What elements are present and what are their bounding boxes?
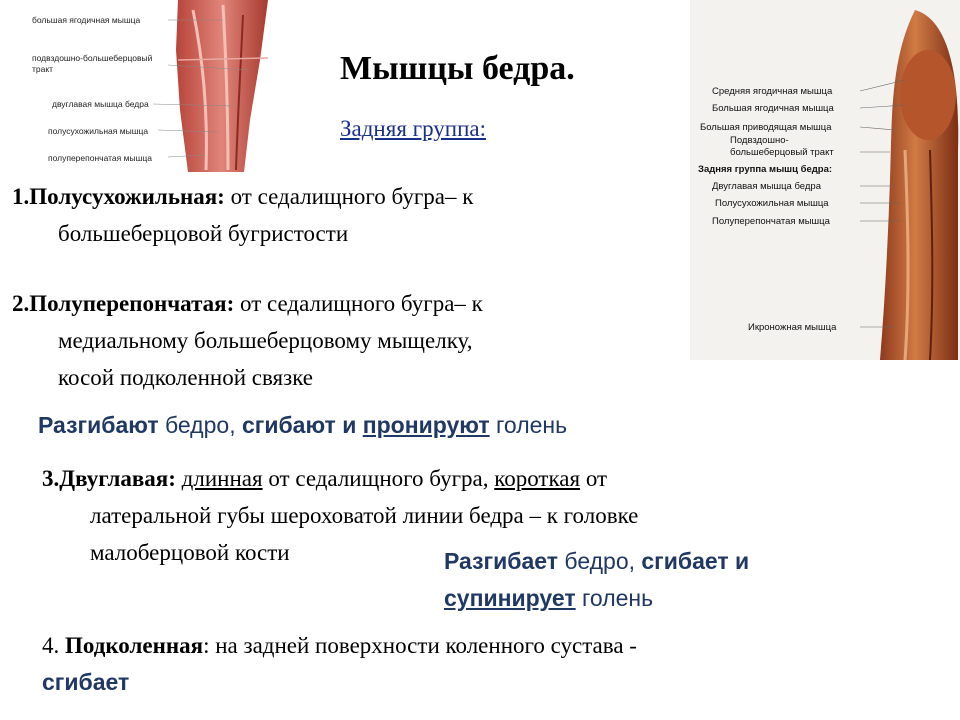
- text: голень: [575, 585, 654, 611]
- text: косой подколенной связке: [58, 365, 313, 390]
- right-label: Средняя ягодичная мышца: [712, 86, 833, 97]
- left-label: полусухожильная мышца: [48, 126, 149, 136]
- item-semitendinosus: [12, 178, 692, 252]
- term: 1.Полусухожильная:: [12, 184, 225, 209]
- text: длинная: [181, 466, 263, 491]
- text: короткая: [494, 466, 581, 491]
- action-line-1: [38, 407, 738, 444]
- slide-subtitle-link[interactable]: Задняя группа:: [340, 116, 486, 141]
- text: большеберцовой бугристости: [58, 221, 349, 246]
- right-label: Двуглавая мышца бедра: [712, 181, 821, 192]
- text: от седалищного бугра– к: [234, 291, 483, 316]
- slide-title: Мышцы бедра.: [340, 50, 575, 87]
- right-label: Полуперепончатая мышца: [712, 216, 830, 227]
- right-label: Подвздошно-: [730, 135, 789, 146]
- term: 3.Двуглавая:: [42, 466, 176, 491]
- text: от седалищного бугра,: [262, 466, 495, 491]
- verb: пронируют: [362, 412, 490, 438]
- text: латеральной губы шероховатой линии бедра – к головке: [90, 503, 639, 528]
- left-label: двуглавая мышца бедра: [52, 99, 149, 109]
- text: бедро,: [158, 412, 242, 438]
- text: от седалищного бугра– к: [224, 184, 474, 209]
- text: малоберцовой кости: [90, 540, 290, 565]
- verb: Разгибают: [38, 412, 159, 438]
- text: голень: [489, 412, 568, 438]
- text: бедро,: [558, 548, 642, 574]
- right-label: большеберцовый тракт: [730, 147, 834, 158]
- verb: сгибают и: [241, 412, 357, 438]
- right-label: Большая приводящая мышца: [700, 122, 832, 133]
- right-label: Полусухожильная мышца: [715, 198, 829, 209]
- left-label: полуперепончатая мышца: [48, 153, 152, 163]
- term: 2.Полуперепончатая:: [12, 291, 235, 316]
- left-label: тракт: [32, 64, 54, 74]
- verb: сгибает и: [641, 548, 750, 574]
- posterior-thigh-illustration-right: [690, 0, 960, 360]
- item-popliteus: [42, 627, 942, 701]
- text: 4.: [42, 633, 65, 658]
- muscle-drawing-left: [28, 0, 288, 172]
- right-label: Большая ягодичная мышца: [712, 103, 834, 114]
- text: медиальному большеберцовому мыщелку,: [58, 328, 473, 353]
- term: Подколенная: [65, 633, 204, 658]
- verb: сгибает: [42, 669, 130, 695]
- right-label-heading: Задняя группа мышц бедра:: [698, 164, 833, 175]
- action-line-2: [444, 543, 944, 617]
- text: : на задней поверхности коленного сустава -: [203, 633, 637, 658]
- item-semimembranosus: [12, 285, 692, 396]
- left-label: большая ягодичная мышца: [32, 15, 141, 25]
- text: от: [580, 466, 608, 491]
- verb: супинирует: [444, 585, 576, 611]
- muscle-drawing-right: [690, 0, 960, 360]
- right-label: Икроножная мышца: [748, 322, 837, 333]
- posterior-thigh-illustration-left: [28, 0, 288, 172]
- verb: Разгибает: [444, 548, 559, 574]
- left-label: подвздошно-большеберцовый: [32, 53, 153, 63]
